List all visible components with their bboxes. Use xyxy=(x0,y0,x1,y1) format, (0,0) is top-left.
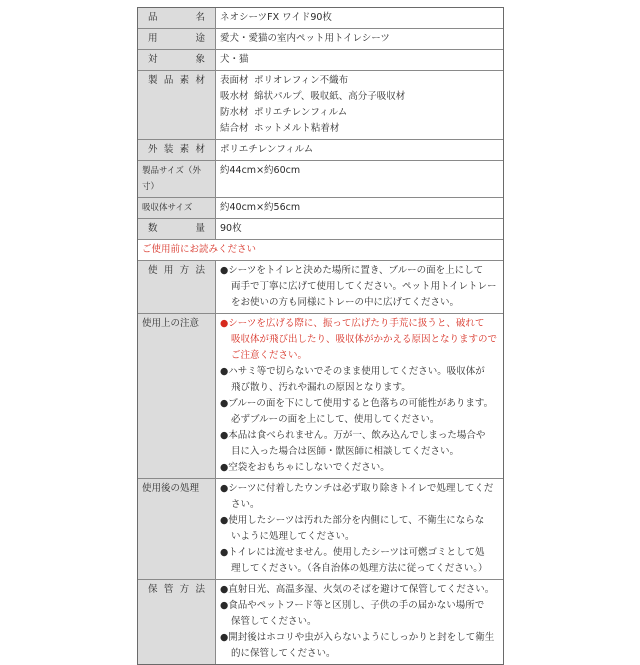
row-usage xyxy=(138,260,503,313)
row-use xyxy=(138,28,503,49)
label-absorb-size: 吸収体サイズ xyxy=(138,198,216,218)
row-quantity xyxy=(138,218,503,239)
value-name: ネオシーツFX ワイド90枚 xyxy=(220,12,332,23)
row-name xyxy=(138,8,503,28)
value-usage: ●シーツをトイレと決めた場所に置き、ブルーの面を上にして 両手で丁寧に広げて使用してください。ペット用トイレトレー をお使いの方も同様にトレーの中に広げてください。 xyxy=(220,265,497,308)
value-use: 愛犬・愛猫の室内ペット用トイレシーツ xyxy=(220,33,390,44)
row-notice xyxy=(138,239,503,260)
notice-text: ご使用前にお読みください xyxy=(138,240,503,260)
row-after-use xyxy=(138,478,503,579)
row-storage xyxy=(138,579,503,664)
value-storage: ●直射日光、高温多湿、火気のそばを避けて保管してください。 ●食品やペットフード等と区別し、子供の手の届かない場所で 保管してください。 ●開封後はホコリや虫が入らないようにしっかりと封をして衛生 的に保管してください。 xyxy=(220,584,495,659)
label-size: 製品サイズ（外寸） xyxy=(138,161,216,197)
label-target: 対 象 xyxy=(138,50,216,70)
value-packaging: ポリエチレンフィルム xyxy=(220,144,314,155)
label-packaging: 外 装 素 材 xyxy=(138,140,216,160)
label-storage: 保 管 方 法 xyxy=(138,580,216,664)
row-materials xyxy=(138,70,503,139)
label-after-use: 使用後の処理 xyxy=(138,479,216,579)
row-packaging xyxy=(138,139,503,160)
label-usage: 使 用 方 法 xyxy=(138,261,216,313)
value-target: 犬・猫 xyxy=(220,54,249,65)
value-size: 約44cm×約60cm xyxy=(220,165,301,176)
label-use: 用 途 xyxy=(138,29,216,49)
row-cautions xyxy=(138,313,503,478)
row-absorb-size xyxy=(138,197,503,218)
product-info-table xyxy=(137,7,504,665)
row-target xyxy=(138,49,503,70)
value-quantity: 90枚 xyxy=(220,223,242,234)
row-size xyxy=(138,160,503,197)
label-name: 品 名 xyxy=(138,8,216,28)
value-cautions: ●シーツを広げる際に、振って広げたり手荒に扱うと、破れて 吸収体が飛び出したり、吸収体がかかえる原因となりますので ご注意ください。 ●ハサミ等で切らないでそのまま使用してください。吸収体が 飛び散り、汚れや漏れの原因となります。 ●ブルーの面を下にして使用すると色落ちの可能性があります。 必ずブルーの面を上にして、使用してください。 ●本品は食べられません。万が一、飲み込んでしまった場合や 目に入った場合は医師・獣医師に相談してください。 ●空袋をおもちゃにしないでください。 xyxy=(220,318,498,473)
value-materials: 表面材 ポリオレフィン不織布 吸水材 綿状パルプ、吸収紙、高分子吸収材 防水材 ポリエチレンフィルム 結合材 ホットメルト粘着材 xyxy=(220,75,406,134)
value-absorb-size: 約40cm×約56cm xyxy=(220,202,301,213)
label-cautions: 使用上の注意 xyxy=(138,314,216,478)
label-quantity: 数 量 xyxy=(138,219,216,239)
value-after-use: ●シーツに付着したウンチは必ず取り除きトイレで処理してくだ さい。 ●使用したシーツは汚れた部分を内側にして、不衛生にならな いように処理してください。 ●トイレには流せません。使用したシーツは可燃ゴミとして処 理してください。（各自治体の処理方法に従ってください。） xyxy=(220,483,494,574)
label-materials: 製 品 素 材 xyxy=(138,71,216,139)
